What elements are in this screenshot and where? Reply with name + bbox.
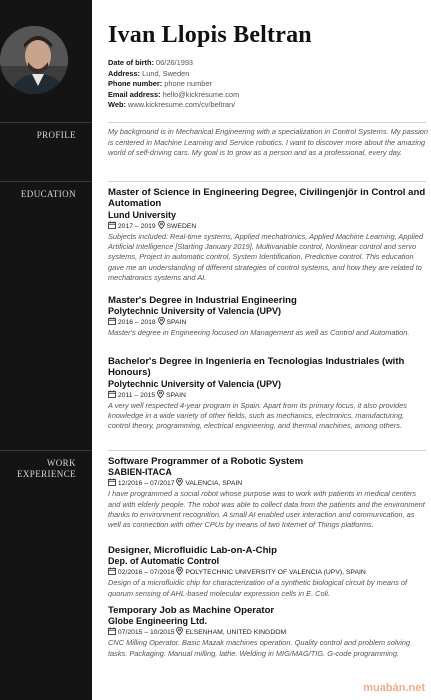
- calendar-icon: [108, 221, 116, 229]
- location-pin-icon: [158, 317, 165, 325]
- calendar-icon: [108, 567, 116, 575]
- entry-location: SPAIN: [166, 319, 187, 327]
- entry-title: Designer, Microfluidic Lab-on-A-Chip: [108, 545, 277, 556]
- calendar-icon: [108, 627, 116, 635]
- sidebar: [0, 0, 92, 700]
- section-label-profile: PROFILE: [36, 130, 76, 140]
- entry-meta: [108, 390, 428, 401]
- entry-meta: [108, 478, 428, 489]
- contact-label: Email address:: [108, 89, 161, 99]
- contact-dob: [108, 58, 239, 69]
- contact-label: Phone number:: [108, 79, 163, 89]
- entry-description: Design of a microfluidic chip for characterization of a synthetic biological circuit by means of quorum sensing of AHL-based molecular expression cells in E. Coli.: [108, 578, 408, 598]
- entry-description: CNC Milling Operator. Basic Mazak machines operation. Quality control and problem solving tasks. Packaging. Manual milling, lathe. Welding in MIG/MAG/TIG. G-code programming.: [108, 638, 411, 658]
- entry-title: Temporary Job as Machine Operator: [108, 605, 275, 616]
- entry-location: SPAIN: [165, 391, 186, 399]
- location-pin-icon: [176, 567, 183, 575]
- section-label-education: EDUCATION: [20, 189, 76, 199]
- entry-dates: 02/2016 – 07/2016: [117, 569, 175, 577]
- entry-title: Master of Science in Engineering Degree, Civilingenjör in Control and Automation: [108, 187, 426, 210]
- watermark: muabán.net: [363, 682, 425, 694]
- education-entry: [108, 187, 428, 283]
- entry-description: I have programmed a social robot whose purpose was to work with patients in medical centers and with elderly people. The robot was able to collect data from the patients and the environment thanks to environment recognition. A small AI enabled user interaction and communication, as well as connection with other CPUs by means of two Internet of Things platforms.: [108, 489, 425, 530]
- calendar-icon: [108, 390, 116, 398]
- section-label-work-line1: WORK: [46, 458, 76, 468]
- contact-email-link[interactable]: hello@kickresume.com: [162, 89, 240, 99]
- contact-web-link[interactable]: www.kickresume.com/cv/beltran/: [128, 100, 236, 110]
- contact-phone: [108, 79, 239, 90]
- entry-location: ELSENHAM, UNITED KINGDOM: [185, 629, 287, 637]
- entry-organization: Polytechnic University of Valencia (UPV): [108, 306, 282, 317]
- profile-photo: [0, 26, 68, 94]
- entry-organization: SABIEN-ITACA: [108, 467, 172, 478]
- contact-label: Address:: [108, 68, 141, 78]
- education-entry: [108, 295, 428, 339]
- entry-meta: [108, 567, 428, 578]
- calendar-icon: [108, 478, 116, 486]
- location-pin-icon: [157, 390, 164, 398]
- entry-meta: [108, 317, 428, 328]
- entry-meta: [108, 221, 428, 232]
- entry-organization: Polytechnic University of Valencia (UPV): [108, 378, 282, 389]
- contact-label: Web:: [108, 100, 126, 110]
- section-label-work: [0, 458, 92, 480]
- location-pin-icon: [176, 478, 183, 486]
- entry-description: A very well respected 4-year program in Spain. Apart from its primary focus, it also provides knowledge in a wide variety of other fields, such as mechanics, electronics, manufacturing, control theory, programming, electrical engineering, and thermal machines, among others.: [108, 400, 407, 431]
- location-pin-icon: [158, 221, 165, 229]
- profile-divider: [108, 122, 426, 123]
- contact-web: [108, 100, 239, 111]
- entry-location: SWEDEN: [166, 222, 197, 230]
- work-divider-left: [0, 450, 92, 451]
- calendar-icon: [108, 317, 116, 325]
- candidate-name: Ivan Llopis Beltran: [108, 22, 312, 48]
- contact-details: [108, 58, 239, 111]
- contact-label: Date of birth:: [108, 58, 154, 67]
- location-pin-icon: [176, 627, 183, 635]
- education-entry: [108, 356, 428, 432]
- entry-dates: 07/2015 – 10/2015: [117, 629, 175, 637]
- contact-value: Lund, Sweden: [142, 68, 190, 78]
- work-entry: [108, 456, 428, 531]
- entry-description: Master's degree in Engineering focused on Management as well as Control and Automation.: [108, 328, 410, 338]
- entry-meta: [108, 627, 428, 638]
- entry-dates: 2016 – 2018: [117, 319, 156, 327]
- entry-title: Master's Degree in Industrial Engineering: [108, 295, 297, 306]
- entry-dates: 12/2016 – 07/2017: [117, 480, 175, 488]
- work-divider: [108, 450, 426, 451]
- contact-value: 06/26/1993: [156, 58, 194, 67]
- entry-organization: Globe Engineering Ltd.: [108, 616, 207, 627]
- entry-dates: 2017 – 2019: [117, 222, 156, 230]
- contact-value: phone number: [164, 79, 212, 89]
- contact-address: [108, 69, 239, 80]
- education-divider-left: [0, 181, 92, 182]
- entry-organization: Lund University: [108, 209, 177, 220]
- profile-divider-left: [0, 122, 92, 123]
- work-entry: [108, 605, 428, 659]
- section-label-work-line2: EXPERIENCE: [17, 469, 76, 479]
- work-entry: [108, 545, 428, 599]
- contact-email: [108, 90, 239, 101]
- entry-dates: 2011 – 2015: [117, 391, 156, 399]
- entry-title: Bachelor's Degree in Ingenieria en Tecnologias Industriales (with Honours): [108, 356, 405, 379]
- education-divider: [108, 181, 426, 182]
- entry-description: Subjects included: Real-time systems, Applied mechatronics, Applied Machine Learning, Applied Artificial Intelligence [Starting January 2019], Multivariable control, Nonlinear control and servo systems, Project in automatic control, System Identification, Predictive control. This education gave me an understanding of different strategies of control systems, and how they are related to mechatronics systems and AI.: [108, 231, 424, 282]
- entry-organization: Dep. of Automatic Control: [108, 556, 220, 567]
- entry-location: VALENCIA, SPAIN: [185, 480, 243, 488]
- profile-text: My background is in Mechanical Engineering with a specialization in Control Systems. My passion is centered in Machine Learning and Service robotics. I want to discover more about the amazing world of self-driving cars. My goal is to grow as a person and as a professional, every day.: [108, 127, 429, 158]
- entry-title: Software Programmer of a Robotic System: [108, 456, 304, 467]
- entry-location: POLYTECHNIC UNIVERSITY OF VALENCIA (UPV), SPAIN: [185, 569, 366, 577]
